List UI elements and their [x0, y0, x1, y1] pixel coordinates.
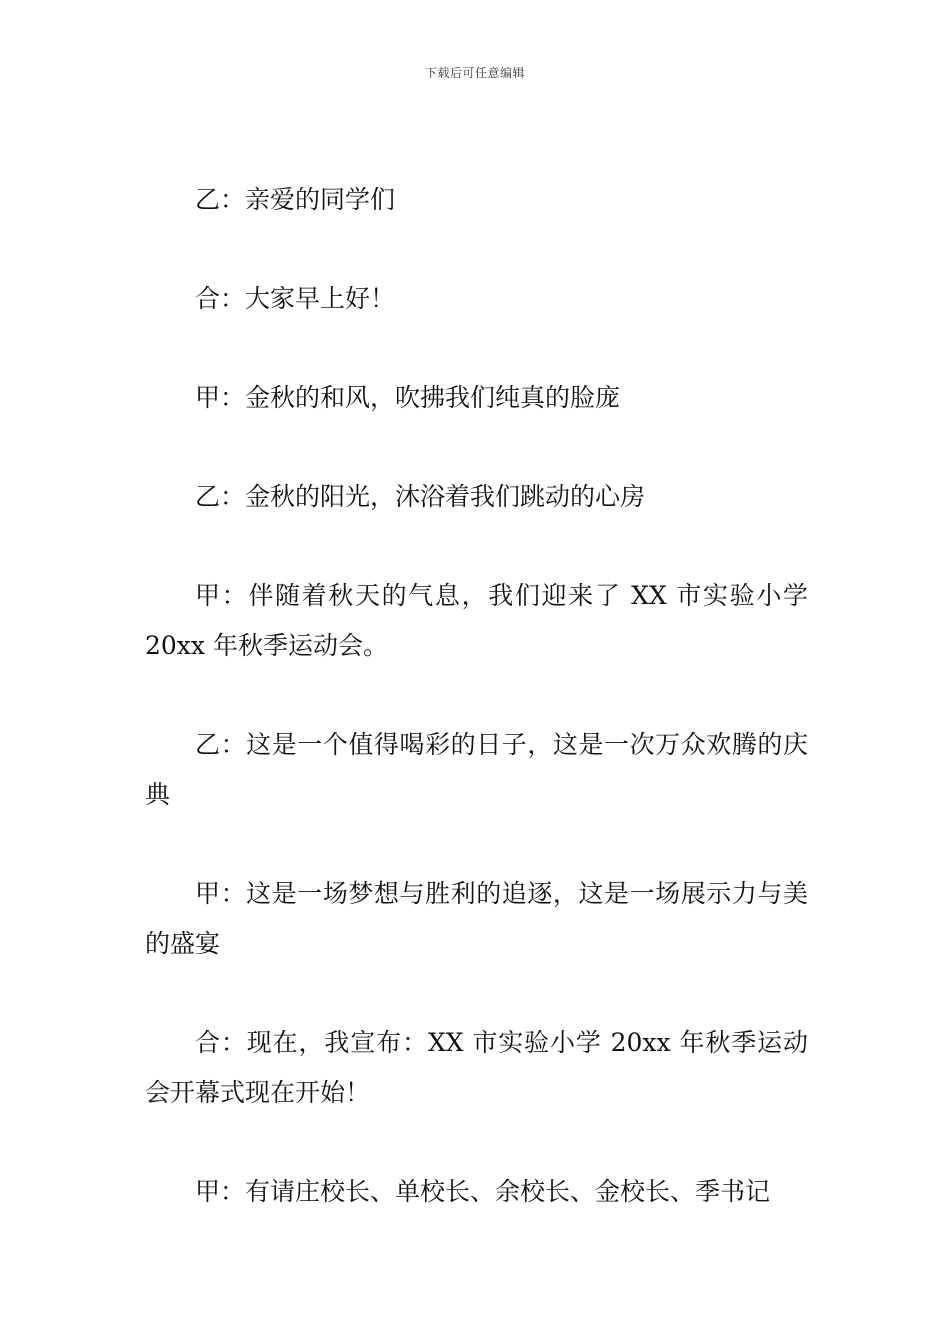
paragraph: 甲：金秋的和风，吹拂我们纯真的脸庞 [195, 383, 621, 412]
paragraph: 乙：这是一个值得喝彩的日子，这是一次万众欢腾的庆典 [145, 730, 808, 809]
paragraph: 甲：有请庄校长、单校长、余校长、金校长、季书记 [195, 1177, 771, 1206]
paragraph: 甲：伴随着秋天的气息，我们迎来了 XX 市实验小学 20xx 年秋季运动会。 [145, 581, 808, 660]
document-body [145, 175, 808, 1266]
paragraph: 合：现在，我宣布：XX 市实验小学 20xx 年秋季运动会开幕式现在开始！ [145, 1028, 808, 1107]
paragraph: 乙：金秋的阳光，沐浴着我们跳动的心房 [195, 482, 646, 511]
paragraph: 合：大家早上好！ [195, 284, 396, 313]
paragraph: 甲：这是一场梦想与胜利的追逐，这是一场展示力与美的盛宴 [145, 879, 808, 958]
page-header: 下载后可任意编辑 [424, 66, 525, 80]
paragraph: 乙：亲爱的同学们 [195, 185, 396, 214]
